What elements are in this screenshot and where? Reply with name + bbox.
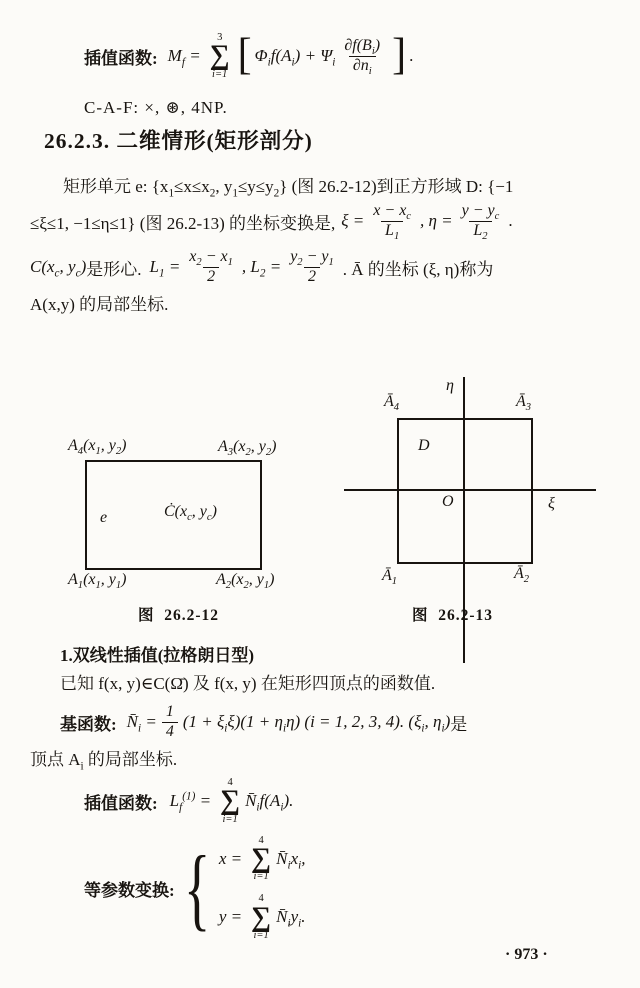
xi-fraction xyxy=(369,202,415,240)
vertex-label-a4-bar: $Ā_4$ xyxy=(384,393,400,414)
summation-symbol xyxy=(251,893,271,941)
fraction-denominator: $L_2$ xyxy=(469,221,491,240)
summation-symbol xyxy=(220,777,240,825)
vertex-label-a4: $A_4(x_1$, $y_2$) xyxy=(68,437,127,458)
section-heading: 26.2.3. 二维情形(矩形剖分) xyxy=(44,129,313,153)
system-brace: { xyxy=(183,836,211,939)
page-number: · 973 · xyxy=(505,946,548,963)
moment-interpolation-formula xyxy=(84,30,413,82)
basis-continuation-line: 顶点 $A_i$ 的局部坐标. xyxy=(30,750,178,773)
fraction-denominator: $L_1$ xyxy=(381,221,403,240)
y-equation xyxy=(219,893,306,941)
domain-label-d: D xyxy=(418,437,430,454)
sum-lower-limit: i=1 xyxy=(253,871,269,883)
sigma-glyph: ∑ xyxy=(220,785,241,817)
vertex-label-a2-bar: $Ā_2$ xyxy=(514,565,530,586)
xi-equation-lhs: ξ = xyxy=(341,211,365,230)
L2-equation-lhs: , $L_2$ = xyxy=(241,257,282,280)
fraction-numerator: 1 xyxy=(165,703,174,721)
formula-label: 基函数: xyxy=(60,714,117,734)
formula-lhs: $L_f^{(1)}$ = xyxy=(169,790,212,814)
fraction-numerator: $x_2 - x_1$ xyxy=(189,248,233,269)
equation-term: $N̄_ix_i$, xyxy=(276,848,306,872)
fraction-numerator: $y - y_c$ xyxy=(461,202,500,223)
line2-text: ≤ξ≤1, −1≤η≤1} (图 26.2-13) 的坐标变换是, xyxy=(30,213,336,233)
fraction-denominator: 4 xyxy=(162,722,178,741)
fraction-denominator: $\partial n_i$ xyxy=(349,56,376,75)
fraction-numerator: $y_2 - y_1$ xyxy=(290,248,334,269)
vertex-label-a1: $A_1(x_1$, $y_1$) xyxy=(68,571,127,592)
figure-caption-26-2-12: 图 26.2-12 xyxy=(138,607,220,624)
known-conditions-line: 已知 f(x, y)∈C(Ω̄) 及 f(x, y) 在矩形四顶点的函数值. xyxy=(60,674,436,693)
sigma-glyph: ∑ xyxy=(251,843,272,875)
sum-lower-limit: i=1 xyxy=(222,813,238,825)
L1-fraction xyxy=(185,248,237,286)
equation-lhs: x = xyxy=(218,848,243,868)
paragraph-line-4: A(x,y) 的局部坐标. xyxy=(30,295,169,314)
fraction-denominator: 2 xyxy=(203,267,219,286)
isoparametric-transform xyxy=(84,836,305,940)
fraction-numerator: $x - x_c$ xyxy=(373,202,411,223)
formula-period: . xyxy=(409,46,414,65)
line3-tail-text: . Ā 的坐标 (ξ, η)称为 xyxy=(342,259,494,279)
fraction-denominator: 2 xyxy=(304,267,320,286)
origin-label-o: O xyxy=(442,493,454,510)
vertex-label-a1-bar: $Ā_1$ xyxy=(382,567,398,588)
x-equation xyxy=(219,835,306,883)
summation-symbol xyxy=(251,835,271,883)
formula-lhs: $N̄_i$ = xyxy=(126,712,157,735)
fraction-numerator: $\partial f(B_i)$ xyxy=(344,37,381,58)
equation-lhs: y = xyxy=(218,907,243,927)
eta-fraction xyxy=(458,202,504,240)
formula-tail-text: 是 xyxy=(450,714,468,734)
paragraph-line-3 xyxy=(30,243,493,291)
subsection-heading: 1.双线性插值(拉格朗日型) xyxy=(60,646,255,665)
element-label-e: e xyxy=(100,509,108,526)
eta-axis-label: η xyxy=(446,377,454,394)
formula-label: 等参数变换: xyxy=(84,880,175,900)
L1-equation-lhs: $L_1$ = xyxy=(149,257,181,280)
centroid-label-c: $Ċ(x_c$, $y_c$) xyxy=(164,503,217,524)
formula-term: $\Phi_if(A_i) + \Psi_i$ xyxy=(254,46,336,69)
formula-term: $N̄_if(A_i)$. xyxy=(245,791,294,814)
paragraph-line-1: 矩形单元 e: {$x_1\le x\le x_2$, $y_1\le y\le y_2$} (图 26.2-12)到正方形域 D: {−1 xyxy=(63,177,514,200)
formula-lhs: $M_f$ = xyxy=(167,46,201,69)
sum-upper-limit: 4 xyxy=(227,776,233,788)
sigma-glyph: ∑ xyxy=(251,901,272,933)
right-bracket: ] xyxy=(392,30,407,80)
sum-upper-limit: 3 xyxy=(217,31,223,43)
line2-period: . xyxy=(508,211,513,230)
sum-upper-limit: 4 xyxy=(258,834,264,846)
centroid-symbol: $C(x_c$, $y_c$) xyxy=(30,257,87,280)
figure-caption-26-2-13: 图 26.2-13 xyxy=(412,607,494,624)
xi-axis-label: ξ xyxy=(548,495,555,512)
figure-26-2-12 xyxy=(60,425,340,605)
basis-function-formula xyxy=(60,700,467,744)
formula-term: $(1 + \xi_i\xi)(1 + \eta_i\eta)$ (i = 1, 2, 3, 4). ($\xi_i$, $\eta_i$) xyxy=(182,712,451,735)
equation-term: $N̄_iy_i$. xyxy=(276,907,306,930)
sum-upper-limit: 4 xyxy=(258,893,264,904)
L2-fraction xyxy=(286,248,338,286)
sum-lower-limit: i=1 xyxy=(212,68,228,80)
sum-lower-limit: i=1 xyxy=(253,929,269,941)
eta-equation-lhs: , η = xyxy=(419,211,453,230)
summation-symbol xyxy=(210,32,230,80)
left-bracket: [ xyxy=(237,30,252,80)
vertex-label-a3: $A_3(x_2$, $y_2$) xyxy=(218,438,277,459)
formula-label: 插值函数: xyxy=(84,793,158,813)
vertex-label-a2: $A_2(x_2$, $y_1$) xyxy=(216,571,275,592)
line3-text: 是形心. xyxy=(86,259,142,279)
sigma-glyph: ∑ xyxy=(209,40,230,72)
vertex-label-a3-bar: $Ā_3$ xyxy=(516,393,532,414)
formula-label: 插值函数: xyxy=(84,48,158,68)
lagrange-interpolation-formula xyxy=(84,776,293,826)
normal-derivative-fraction xyxy=(340,37,384,75)
paragraph-line-2 xyxy=(30,197,513,245)
equation-system xyxy=(219,835,306,942)
caf-line: C-A-F: ×, ⊛, 4NP. xyxy=(84,98,228,117)
one-quarter-fraction xyxy=(162,703,178,741)
